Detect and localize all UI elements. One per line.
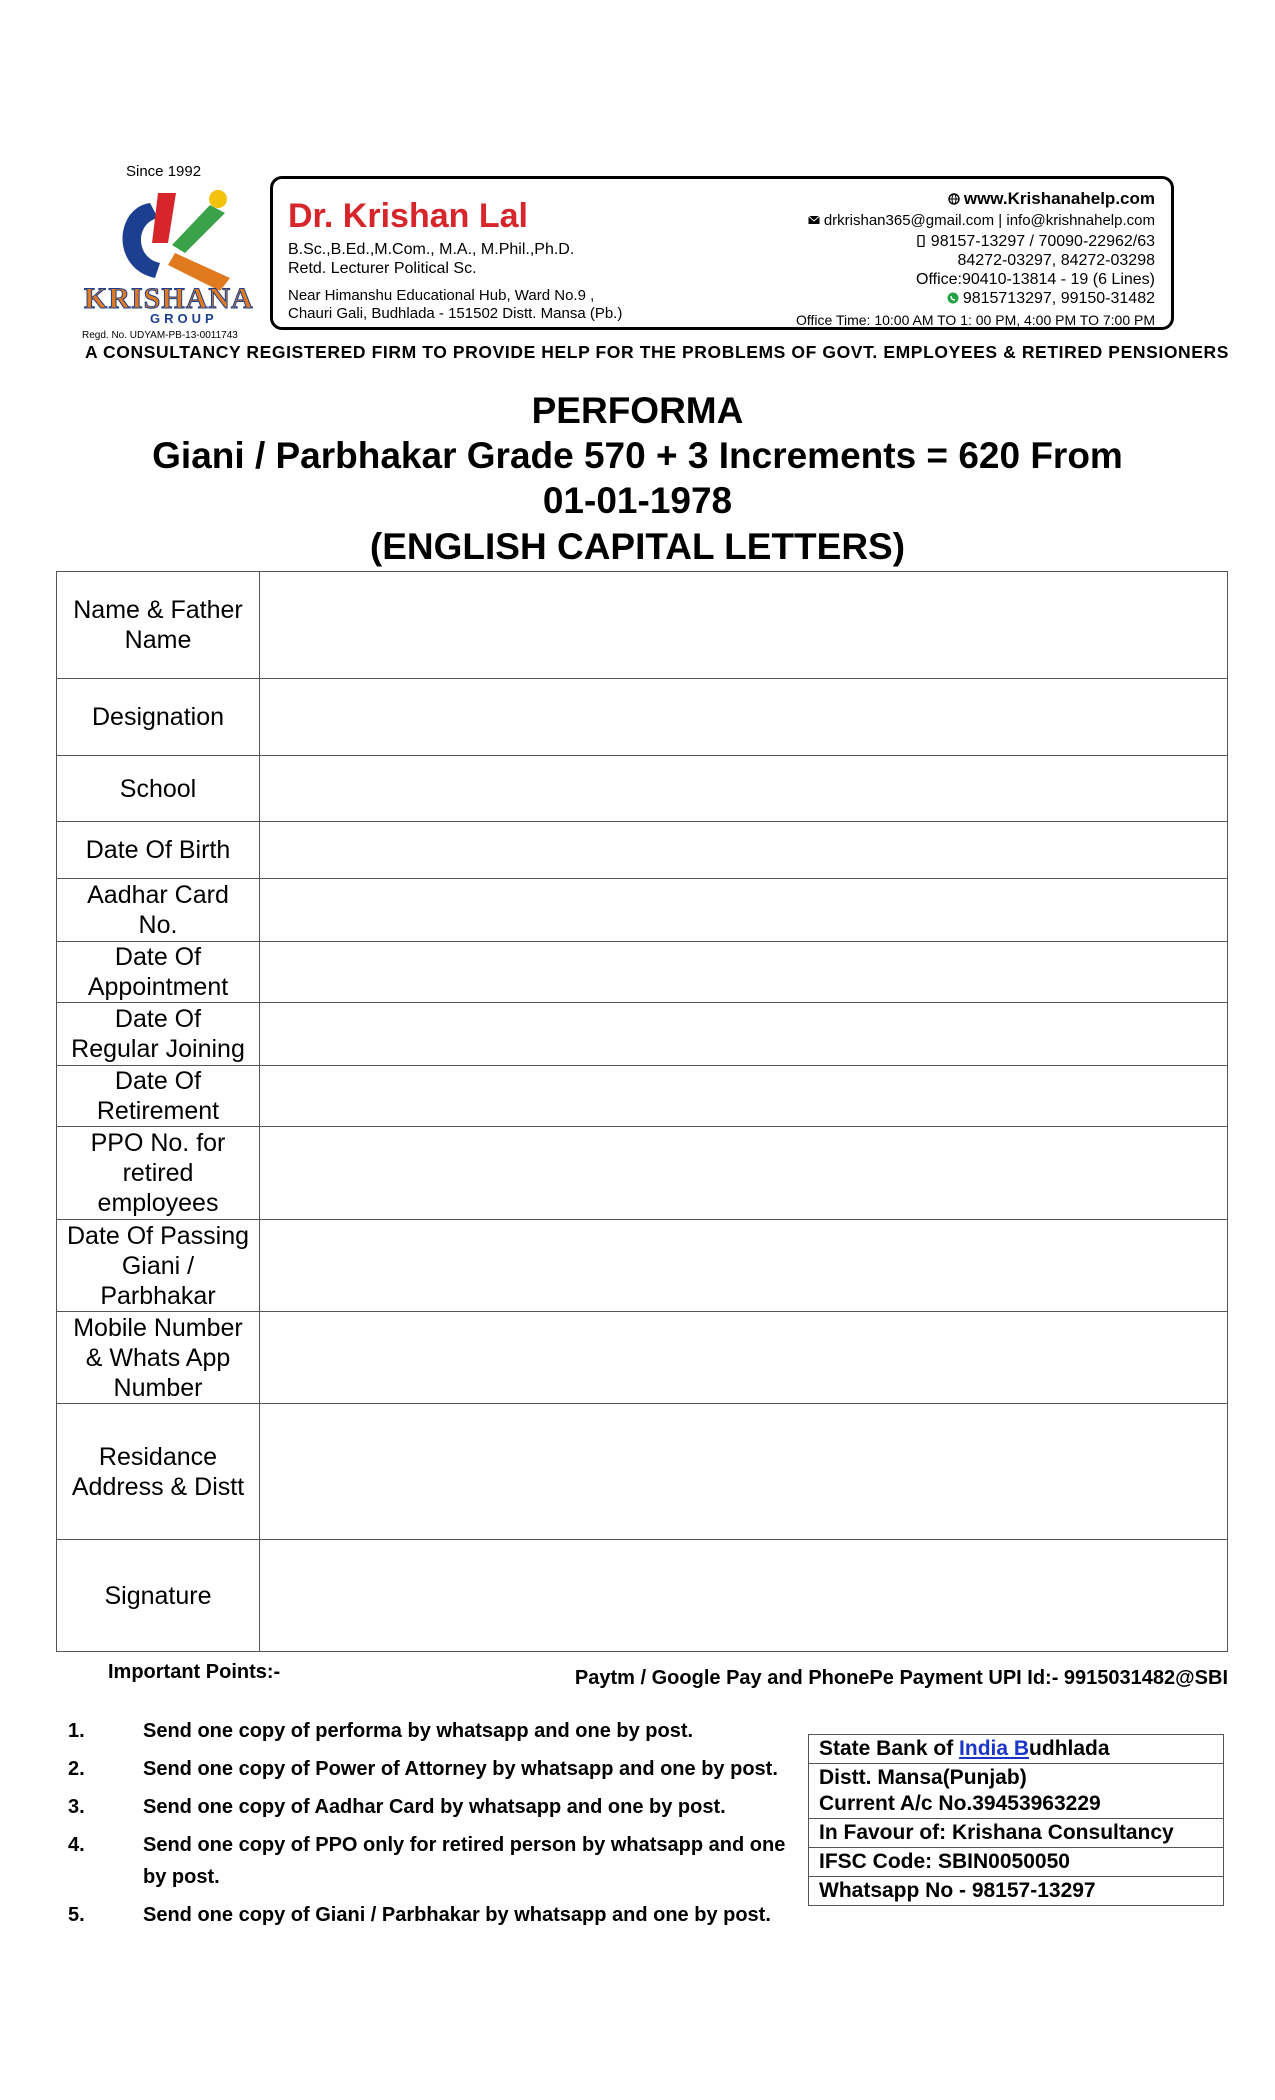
label-signature: Signature — [57, 1540, 260, 1652]
label-mobile-whatsapp: Mobile Number & Whats App Number — [57, 1312, 260, 1404]
doctor-name: Dr. Krishan Lal — [288, 197, 528, 235]
label-aadhar-card: Aadhar Card No. — [57, 879, 260, 942]
logo-group-text: GROUP — [150, 311, 218, 326]
letterhead-box — [270, 176, 1174, 330]
form-row-passing — [57, 1220, 1228, 1312]
label-date-of-retirement: Date Of Retirement — [57, 1066, 260, 1127]
input-name-father-name[interactable] — [260, 572, 1228, 679]
label-date-of-birth: Date Of Birth — [57, 822, 260, 879]
tagline: A CONSULTANCY REGISTERED FIRM TO PROVIDE HELP FOR THE PROBLEMS OF GOVT. EMPLOYEES & RETIRED PENSIONERS — [85, 342, 1230, 362]
title-instruction: (ENGLISH CAPITAL LETTERS) — [369, 526, 906, 567]
label-date-of-appointment: Date Of Appointment — [57, 942, 260, 1003]
bank-link[interactable]: India B — [959, 1737, 1030, 1760]
whatsapp-numbers-text: 9815713297, 99150-31482 — [962, 290, 1155, 307]
input-designation[interactable] — [260, 679, 1228, 756]
form-row-school — [57, 756, 1228, 822]
list-item: 4. Send one copy of PPO only for retired person by whatsapp and one by post. — [68, 1834, 786, 1888]
whatsapp-numbers — [947, 290, 1155, 308]
logo-wordmark: KRISHANA — [84, 282, 254, 315]
bank-name: State Bank of India Budhlada — [809, 1735, 1224, 1764]
label-date-of-regular-joining: Date Of Regular Joining — [57, 1003, 260, 1066]
mobile-numbers-1-text: 98157-13297 / 70090-22962/63 — [930, 233, 1155, 250]
form-row-dob — [57, 822, 1228, 879]
address-line-1: Near Himanshu Educational Hub, Ward No.9 , — [288, 287, 595, 304]
label-ppo-number: PPO No. for retired employees — [57, 1127, 260, 1220]
input-residence-address[interactable] — [260, 1404, 1228, 1540]
label-school: School — [57, 756, 260, 822]
upi-payment-info: Paytm / Google Pay and PhonePe Payment UPI Id:- 9915031482@SBI — [574, 1667, 1228, 1689]
retired-designation: Retd. Lecturer Political Sc. — [288, 260, 477, 277]
label-name-father-name: Name & Father Name — [57, 572, 260, 679]
mail-icon — [808, 214, 820, 226]
bank-district-account: Distt. Mansa(Punjab) Current A/c No.39453963229 — [809, 1764, 1224, 1819]
qualifications: B.Sc.,B.Ed.,M.Com., M.A., M.Phil.,Ph.D. — [288, 241, 575, 258]
input-date-of-passing[interactable] — [260, 1220, 1228, 1312]
form-row-designation — [57, 679, 1228, 756]
input-ppo-number[interactable] — [260, 1127, 1228, 1220]
list-item: 3. Send one copy of Aadhar Card by whatsapp and one by post. — [68, 1796, 726, 1818]
form-row-mobile — [57, 1312, 1228, 1404]
important-points-heading: Important Points:- — [108, 1661, 281, 1683]
input-school[interactable] — [260, 756, 1228, 822]
whatsapp-icon — [947, 292, 959, 304]
input-date-of-appointment[interactable] — [260, 942, 1228, 1003]
since-year: Since 1992 — [126, 163, 202, 180]
address-line-2: Chauri Gali, Budhlada - 151502 Distt. Mansa (Pb.) — [288, 305, 623, 322]
form-row-aadhar — [57, 879, 1228, 942]
phone-icon — [915, 235, 927, 247]
emails-text: drkrishan365@gmail.com | info@krishnahelp.com — [823, 212, 1155, 229]
form-row-signature — [57, 1540, 1228, 1652]
form-row-address — [57, 1404, 1228, 1540]
title-date: 01-01-1978 — [542, 480, 733, 521]
label-date-of-passing: Date Of Passing Giani / Parbhakar — [57, 1220, 260, 1312]
registration-number: Regd. No. UDYAM-PB-13-0011743 — [82, 330, 238, 341]
website — [948, 189, 1155, 209]
label-residence-address: Residance Address & Distt — [57, 1404, 260, 1540]
list-item: 2. Send one copy of Power of Attorney by whatsapp and one by post. — [68, 1758, 778, 1780]
bank-in-favour-of: In Favour of: Krishana Consultancy — [809, 1819, 1224, 1848]
bank-details-table — [808, 1734, 1224, 1906]
list-item: 5. Send one copy of Giani / Parbhakar by whatsapp and one by post. — [68, 1904, 771, 1926]
office-time: Office Time: 10:00 AM TO 1: 00 PM, 4:00 PM TO 7:00 PM — [796, 312, 1155, 328]
globe-icon — [948, 193, 960, 205]
form-row-ppo — [57, 1127, 1228, 1220]
website-text: www.Krishanahelp.com — [963, 189, 1155, 208]
input-aadhar-card[interactable] — [260, 879, 1228, 942]
title-grade: Giani / Parbhakar Grade 570 + 3 Increments = 620 From — [152, 435, 1123, 476]
input-date-of-birth[interactable] — [260, 822, 1228, 879]
mobile-numbers-1 — [915, 233, 1155, 251]
form-row-regular-joining — [57, 1003, 1228, 1066]
mobile-numbers-2: 84272-03297, 84272-03298 — [957, 252, 1155, 269]
emails — [808, 212, 1155, 229]
title-performa: PERFORMA — [531, 390, 744, 431]
important-points-list — [68, 1715, 788, 1937]
input-date-of-regular-joining[interactable] — [260, 1003, 1228, 1066]
office-phone: Office:90410-13814 - 19 (6 Lines) — [916, 271, 1155, 288]
list-item: 1. Send one copy of performa by whatsapp and one by post. — [68, 1720, 694, 1742]
label-designation: Designation — [57, 679, 260, 756]
bank-ifsc-code: IFSC Code: SBIN0050050 — [809, 1848, 1224, 1877]
input-date-of-retirement[interactable] — [260, 1066, 1228, 1127]
performa-form-table — [56, 571, 1228, 1652]
input-mobile-whatsapp[interactable] — [260, 1312, 1228, 1404]
form-row-retirement — [57, 1066, 1228, 1127]
form-row-appointment — [57, 942, 1228, 1003]
input-signature[interactable] — [260, 1540, 1228, 1652]
form-row-name — [57, 572, 1228, 679]
bank-whatsapp-number: Whatsapp No - 98157-13297 — [809, 1877, 1224, 1906]
